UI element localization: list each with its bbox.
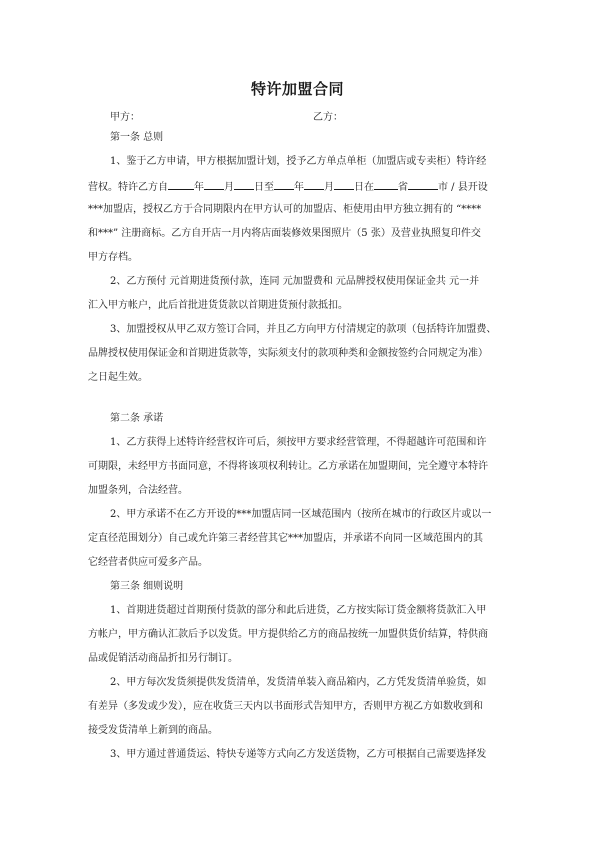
- s3-p1-line3: 品或促销活动商品折扣另行制订。: [88, 653, 238, 664]
- s2-p1-line2: 可期限，未经甲方书面同意，不得将该项权利转让。乙方承诺在加盟期间，完全遵守本特许: [88, 461, 488, 472]
- blank-year-end: [274, 179, 294, 190]
- s2-p2-line3: 它经营者供应可爱多产品。: [88, 557, 208, 568]
- section-1-heading: 第一条 总则: [110, 132, 164, 143]
- s1-p1-line5: 甲方存档。: [88, 252, 138, 263]
- s1-p1-text-f: 月: [324, 182, 334, 193]
- s1-p1-text-e: 年: [294, 182, 304, 193]
- s1-p2-line2: 汇入甲方帐户，此后首批进货货款以首期进货预付款抵扣。: [88, 300, 348, 311]
- party-a-label: 甲方：: [110, 112, 140, 123]
- s1-p1-text-b: 年: [194, 182, 204, 193]
- blank-year-start: [168, 179, 194, 190]
- s2-p1-line3: 加盟条列，合法经营。: [88, 485, 188, 496]
- s1-p1-text-d: 日至: [254, 182, 274, 193]
- blank-day-start: [234, 179, 254, 190]
- document-title: 特许加盟合同: [250, 80, 344, 98]
- s1-p1-text-i: 市 / 县开设: [438, 182, 488, 193]
- s1-p1-text-g: 日在: [354, 182, 374, 193]
- party-b-label: 乙方：: [313, 112, 343, 123]
- section-2-heading: 第二条 承诺: [110, 413, 164, 424]
- s2-p2-line1: 2、甲方承诺不在乙方开设的***加盟店同一区域范围内（按所在城市的行政区片或以一: [110, 509, 492, 520]
- blank-day-end: [334, 179, 354, 190]
- s1-p1-text-a: 营权。特许乙方自: [88, 182, 168, 193]
- blank-month-start: [204, 179, 224, 190]
- s1-p3-line3: 之日起生效。: [88, 372, 148, 383]
- s1-p1-text-c: 月: [224, 182, 234, 193]
- s3-p2-line3: 接受发货清单上新到的商品。: [88, 725, 218, 736]
- s3-p2-line1: 2、甲方每次发货须提供发货清单，发货清单装入商品箱内，乙方凭发货清单验货，如: [110, 677, 487, 688]
- s1-p1-text-h: 省: [398, 182, 408, 193]
- s1-p2-line1: 2、乙方预付 元首期进货预付款，连同 元加盟费和 元品牌授权使用保证金共 元一并: [110, 276, 480, 287]
- s3-p1-line1: 1、首期进货超过首期预付货款的部分和此后进货，乙方按实际订货金额将货款汇入甲: [110, 605, 487, 616]
- s1-p3-line1: 3、加盟授权从甲乙双方签订合同，并且乙方向甲方付清规定的款项（包括特许加盟费、: [110, 324, 497, 335]
- blank-province: [374, 179, 398, 190]
- s1-p1-line3: ***加盟店，授权乙方于合同期限内在甲方认可的加盟店、柜使用由甲方独立拥有的 “****: [88, 204, 482, 215]
- s2-p1-line1: 1、乙方获得上述特许经营权许可后，须按甲方要求经营管理，不得超越许可范围和许: [110, 437, 487, 448]
- section-3-heading: 第三条 细则说明: [110, 581, 184, 592]
- s1-p1-line2: [88, 179, 508, 195]
- blank-city: [408, 179, 438, 190]
- s1-p3-line2: 品牌授权使用保证金和首期进货款等，实际须支付的款项种类和金额按签约合同规定为准）: [88, 348, 488, 359]
- s2-p2-line2: 定直径范围划分）自己或允许第三者经营其它***加盟店，并承诺不向同一区域范围内的其: [88, 533, 483, 544]
- s3-p2-line2: 有差异（多发或少发），应在收货三天内以书面形式告知甲方，否则甲方视乙方如数收到和: [88, 701, 483, 712]
- s3-p3-line1: 3、甲方通过普通货运、特快专递等方式向乙方发送货物，乙方可根据自己需要选择发: [110, 749, 487, 760]
- s1-p1-line4: 和***” 注册商标。乙方自开店一月内将店面装修效果图照片（5 张）及营业执照复印件交: [88, 228, 481, 239]
- s3-p1-line2: 方帐户，甲方确认汇款后予以发货。甲方提供给乙方的商品按统一加盟供货价结算，特供商: [88, 629, 488, 640]
- blank-month-end: [304, 179, 324, 190]
- s1-p1-line1: 1、鉴于乙方申请，甲方根据加盟计划，授予乙方单点单柜（加盟店或专卖柜）特许经: [110, 156, 487, 167]
